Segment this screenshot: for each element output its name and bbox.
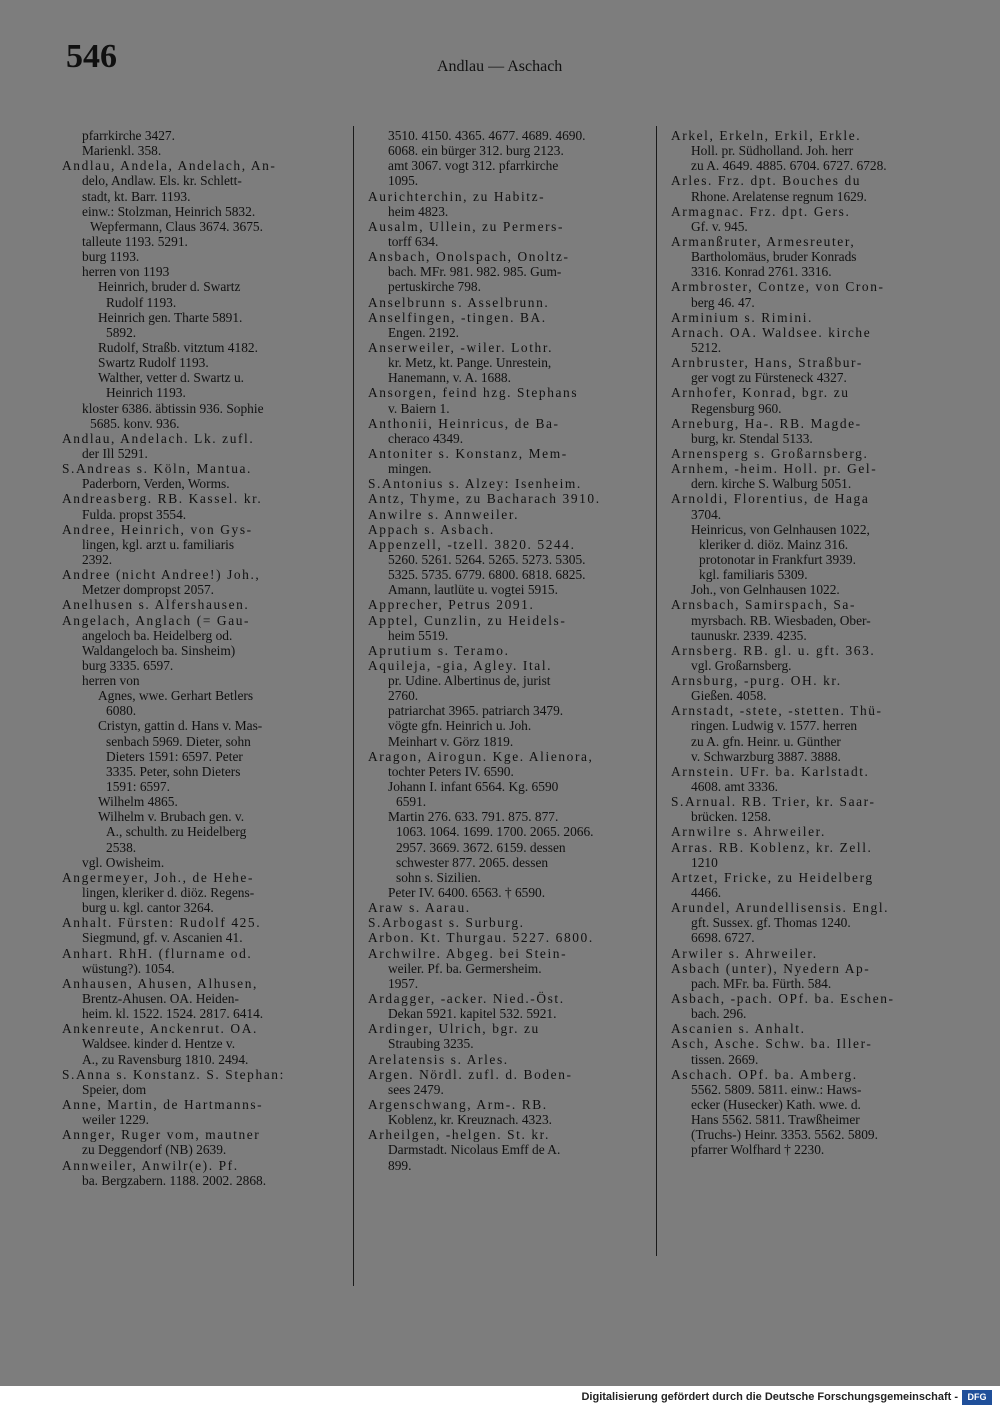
index-entry-line: 6591. [396, 794, 427, 810]
index-entry-line: 5685. konv. 936. [90, 415, 180, 431]
index-headword-line: Antoniter s. Konstanz, Mem- [368, 445, 568, 461]
index-entry-line: heim 4823. [388, 203, 449, 219]
index-entry-line: Wilhelm 4865. [98, 794, 178, 810]
index-headword-line: S.Arnual. RB. Trier, kr. Saar- [671, 794, 876, 810]
index-entry-line: Darmstadt. Nicolaus Emff de A. [388, 1142, 561, 1158]
index-headword-line: Andlau, Andela, Andelach, An- [62, 158, 277, 174]
index-headword-line: Arnwilre s. Ahrweiler. [671, 824, 826, 840]
index-entry-line: stadt, kt. Barr. 1193. [82, 188, 191, 204]
index-entry-line: 899. [388, 1157, 412, 1173]
index-headword-line: Anselbrunn s. Asselbrunn. [368, 294, 550, 310]
index-entry-line: 1095. [388, 173, 419, 189]
index-entry-line: berg 46. 47. [691, 294, 755, 310]
index-entry-line: Brentz-Ahusen. OA. Heiden- [82, 991, 239, 1007]
index-entry-line: cheraco 4349. [388, 430, 464, 446]
index-headword-line: Ausalm, Ullein, zu Permers- [368, 218, 565, 234]
index-entry-line: pfarrer Wolfhard † 2230. [691, 1142, 825, 1158]
index-entry-line: Regensburg 960. [691, 400, 782, 416]
index-headword-line: Armanßruter, Armesreuter, [671, 233, 856, 249]
index-entry-line: einw.: Stolzman, Heinrich 5832. [82, 203, 256, 219]
index-headword-line: Aschach. OPf. ba. Amberg. [671, 1066, 858, 1082]
index-entry-line: 1063. 1064. 1699. 1700. 2065. 2066. [396, 824, 594, 840]
index-entry-line: Gf. v. 945. [691, 218, 748, 234]
index-entry-line: Hans 5562. 5811. Trawßheimer [691, 1112, 860, 1128]
index-headword-line: Angelach, Anglach (= Gau- [62, 612, 251, 628]
index-headword-line: Arras. RB. Koblenz, kr. Zell. [671, 839, 873, 855]
index-entry-line: A., zu Ravensburg 1810. 2494. [82, 1051, 249, 1067]
index-entry-line: dern. kirche S. Walburg 5051. [691, 476, 852, 492]
index-column-1 [62, 128, 338, 1188]
index-entry-line: burg 1193. [82, 249, 140, 265]
index-headword-line: Annger, Ruger vom, mautner [62, 1127, 261, 1143]
index-headword-line: Annweiler, Anwilr(e). Pf. [62, 1157, 239, 1173]
index-entry-line: sohn s. Sizilien. [396, 869, 481, 885]
index-entry-line: 2392. [82, 551, 113, 567]
index-headword-line: Angermeyer, Joh., de Hehe- [62, 869, 255, 885]
index-entry-line: Hanemann, v. A. 1688. [388, 370, 511, 386]
index-entry-line: 5325. 5735. 6779. 6800. 6818. 6825. [388, 567, 586, 583]
index-entry-line: burg 3335. 6597. [82, 657, 174, 673]
index-entry-line: Wilhelm v. Brubach gen. v. [98, 809, 245, 825]
index-entry-line: 2538. [106, 839, 137, 855]
index-entry-line: 3704. [691, 506, 722, 522]
index-headword-line: Anselfingen, -tingen. BA. [368, 309, 547, 325]
funding-notice: Digitalisierung gefördert durch die Deutsche Forschungsgemeinschaft - [581, 1391, 958, 1403]
index-headword-line: Anhart. RhH. (flurname od. [62, 945, 253, 961]
index-entry-line: protonotar in Frankfurt 3939. [699, 551, 856, 567]
index-headword-line: Ascanien s. Anhalt. [671, 1021, 806, 1037]
index-entry-line: 4466. [691, 885, 722, 901]
index-entry-line: Walther, vetter d. Swartz u. [98, 370, 245, 386]
index-headword-line: Ansbach, Onolspach, Onoltz- [368, 249, 570, 265]
index-entry-line: 5892. [106, 324, 137, 340]
index-entry-line: herren von [82, 673, 140, 689]
index-entry-line: amt 3067. vogt 312. pfarrkirche [388, 158, 559, 174]
index-entry-line: Siegmund, gf. v. Ascanien 41. [82, 930, 243, 946]
index-entry-line: torff 634. [388, 233, 439, 249]
index-headword-line: Anelhusen s. Alfershausen. [62, 597, 250, 613]
index-entry-line: Wepfermann, Claus 3674. 3675. [90, 218, 263, 234]
index-entry-line: patriarchat 3965. patriarch 3479. [388, 703, 564, 719]
index-headword-line: Ardagger, -acker. Nied.-Öst. [368, 991, 565, 1007]
index-entry-line: Engen. 2192. [388, 324, 460, 340]
index-entry-line: vögte gfn. Heinrich u. Joh. [388, 718, 532, 734]
index-headword-line: Arnensperg s. Großarnsberg. [671, 445, 869, 461]
index-headword-line: Anwilre s. Annweiler. [368, 506, 520, 522]
index-headword-line: Asbach, -pach. OPf. ba. Eschen- [671, 991, 895, 1007]
index-entry-line: Fulda. propst 3554. [82, 506, 187, 522]
index-entry-line: Straubing 3235. [388, 1036, 474, 1052]
index-entry-line: 3510. 4150. 4365. 4677. 4689. 4690. [388, 128, 586, 143]
index-entry-line: Waldangeloch ba. Sinsheim) [82, 642, 236, 658]
index-headword-line: Arkel, Erkeln, Erkil, Erkle. [671, 128, 862, 143]
index-entry-line: Heinrich, bruder d. Swartz [98, 279, 241, 295]
index-entry-line: bach. MFr. 981. 982. 985. Gum- [388, 264, 562, 280]
index-entry-line: schwester 877. 2065. dessen [396, 854, 549, 870]
index-entry-line: 6080. [106, 703, 137, 719]
index-entry-line: pr. Udine. Albertinus de, jurist [388, 673, 551, 689]
index-entry-line: sees 2479. [388, 1081, 444, 1097]
index-entry-line: zu A. gfn. Heinr. u. Günther [691, 733, 841, 749]
index-entry-line: mingen. [388, 461, 432, 477]
index-entry-line: herren von 1193 [82, 264, 170, 280]
index-entry-line: Peter IV. 6400. 6563. † 6590. [388, 885, 546, 901]
index-headword-line: Andreasberg. RB. Kassel. kr. [62, 491, 263, 507]
index-entry-line: Bartholomäus, bruder Konrads [691, 249, 857, 265]
index-entry-line: taunuskr. 2339. 4235. [691, 627, 807, 643]
index-entry-line: Meinhart v. Görz 1819. [388, 733, 514, 749]
index-column-2 [368, 128, 644, 1173]
column-rule-2 [656, 126, 657, 1256]
index-headword-line: Aragon, Airogun. Kge. Alienora, [368, 748, 594, 764]
index-headword-line: Anne, Martin, de Hartmanns- [62, 1097, 264, 1112]
index-entry-line: v. Schwarzburg 3887. 3888. [691, 748, 841, 764]
index-headword-line: Apprecher, Petrus 2091. [368, 597, 535, 613]
index-headword-line: Arnsbach, Samirspach, Sa- [671, 597, 857, 613]
index-entry-line: Agnes, wwe. Gerhart Betlers [98, 688, 254, 704]
index-entry-line: ringen. Ludwig v. 1577. herren [691, 718, 858, 734]
index-entry-line: Martin 276. 633. 791. 875. 877. [388, 809, 559, 825]
index-entry-line: burg, kr. Stendal 5133. [691, 430, 813, 446]
index-entry-line: 1210 [691, 854, 718, 870]
index-entry-line: Joh., von Gelnhausen 1022. [691, 582, 840, 598]
index-entry-line: Amann, lautlüte u. vogtei 5915. [388, 582, 558, 598]
index-entry-line: ba. Bergzabern. 1188. 2002. 2868. [82, 1172, 267, 1188]
index-headword-line: Aquileja, -gia, Agley. Ital. [368, 657, 553, 673]
index-headword-line: Arnstadt, -stete, -stetten. Thü- [671, 703, 883, 719]
index-entry-line: A., schulth. zu Heidelberg [106, 824, 247, 840]
index-headword-line: Arelatensis s. Arles. [368, 1051, 509, 1067]
index-entry-line: tochter Peters IV. 6590. [388, 763, 514, 779]
index-entry-line: 5562. 5809. 5811. einw.: Haws- [691, 1081, 862, 1097]
index-entry-line: Johann I. infant 6564. Kg. 6590 [388, 779, 559, 795]
index-entry-line: Heinricus, von Gelnhausen 1022, [691, 521, 870, 537]
index-headword-line: Anhalt. Fürsten: Rudolf 425. [62, 915, 262, 931]
index-entry-line: kloster 6386. äbtissin 936. Sophie [82, 400, 264, 416]
index-entry-line: Rudolf, Straßb. vitztum 4182. [98, 339, 258, 355]
index-entry-line: tissen. 2669. [691, 1051, 759, 1067]
page-number: 546 [66, 38, 117, 75]
index-entry-line: lingen, kgl. arzt u. familiaris [82, 536, 235, 552]
index-headword-line: Aprutium s. Teramo. [368, 642, 510, 658]
index-entry-line: myrsbach. RB. Wiesbaden, Ober- [691, 612, 871, 628]
index-entry-line: 6068. ein bürger 312. burg 2123. [388, 143, 564, 159]
index-headword-line: Arnsburg, -purg. OH. kr. [671, 673, 842, 689]
column-rule-1 [353, 126, 354, 1286]
index-headword-line: Arminium s. Rimini. [671, 309, 813, 325]
index-entry-line: pfarrkirche 3427. [82, 128, 175, 143]
index-headword-line: Arnbruster, Hans, Straßbur- [671, 355, 863, 371]
index-entry-line: pach. MFr. ba. Fürth. 584. [691, 975, 832, 991]
index-entry-line: gft. Sussex. gf. Thomas 1240. [691, 915, 851, 931]
index-entry-line: 5212. [691, 339, 722, 355]
index-entry-line: angeloch ba. Heidelberg od. [82, 627, 233, 643]
index-headword-line: Archwilre. Abgeg. bei Stein- [368, 945, 568, 961]
index-headword-line: Argen. Nördl. zufl. d. Boden- [368, 1066, 573, 1082]
index-entry-line: 5260. 5261. 5264. 5265. 5273. 5305. [388, 551, 586, 567]
index-headword-line: Anthonii, Heinricus, de Ba- [368, 415, 560, 431]
index-entry-line: 6698. 6727. [691, 930, 755, 946]
index-headword-line: Arbon. Kt. Thurgau. 5227. 6800. [368, 930, 594, 946]
index-entry-line: Metzer dompropst 2057. [82, 582, 215, 598]
index-headword-line: Armagnac. Frz. dpt. Gers. [671, 203, 851, 219]
index-entry-line: bach. 296. [691, 1006, 747, 1022]
index-entry-line: Swartz Rudolf 1193. [98, 355, 209, 371]
index-entry-line: Holl. pr. Südholland. Joh. herr [691, 143, 854, 159]
index-headword-line: Arnhem, -heim. Holl. pr. Gel- [671, 461, 878, 477]
index-entry-line: ger vogt zu Fürsteneck 4327. [691, 370, 847, 386]
index-entry-line: Heinrich 1193. [106, 385, 186, 401]
index-headword-line: Asch, Asche. Schw. ba. Iller- [671, 1036, 873, 1052]
index-entry-line: lingen, kleriker d. diöz. Regens- [82, 885, 255, 901]
index-headword-line: Arles. Frz. dpt. Bouches du [671, 173, 862, 189]
index-headword-line: Ansorgen, feind hzg. Stephans [368, 385, 579, 401]
index-headword-line: Arundel, Arundellisensis. Engl. [671, 900, 890, 916]
index-headword-line: Arnstein. UFr. ba. Karlstadt. [671, 763, 870, 779]
index-headword-line: Arwiler s. Ahrweiler. [671, 945, 818, 961]
index-headword-line: Anserweiler, -wiler. Lothr. [368, 339, 554, 355]
index-entry-line: talleute 1193. 5291. [82, 233, 188, 249]
index-entry-line: ecker (Husecker) Kath. wwe. d. [691, 1097, 861, 1112]
index-entry-line: zu Deggendorf (NB) 2639. [82, 1142, 227, 1158]
index-entry-line: kgl. familiaris 5309. [699, 567, 808, 583]
running-head: Andlau — Aschach [437, 58, 563, 75]
index-entry-line: 3335. Peter, sohn Dieters [106, 763, 241, 779]
index-headword-line: Artzet, Fricke, zu Heidelberg [671, 869, 874, 885]
index-entry-line: Heinrich gen. Tharte 5891. [98, 309, 243, 325]
index-headword-line: Araw s. Aarau. [368, 900, 471, 916]
index-entry-line: delo, Andlaw. Els. kr. Schlett- [82, 173, 242, 189]
index-entry-line: Koblenz, kr. Kreuznach. 4323. [388, 1112, 552, 1128]
index-headword-line: Arheilgen, -helgen. St. kr. [368, 1127, 550, 1143]
index-entry-line: heim. kl. 1522. 1524. 2817. 6414. [82, 1006, 264, 1022]
index-headword-line: Appenzell, -tzell. 3820. 5244. [368, 536, 576, 552]
index-entry-line: burg u. kgl. cantor 3264. [82, 900, 214, 916]
index-headword-line: Andree, Heinrich, von Gys- [62, 521, 253, 537]
index-headword-line: Ankenreute, Anckenrut. OA. [62, 1021, 258, 1037]
index-headword-line: S.Andreas s. Köln, Mantua. [62, 461, 252, 477]
index-headword-line: Andlau, Andelach. Lk. zufl. [62, 430, 255, 446]
index-entry-line: Speier, dom [82, 1081, 147, 1097]
index-headword-line: Arneburg, Ha-. RB. Magde- [671, 415, 862, 431]
index-entry-line: 3316. Konrad 2761. 3316. [691, 264, 832, 280]
index-entry-line: wüstung?). 1054. [82, 960, 175, 976]
index-headword-line: Antz, Thyme, zu Bacharach 3910. [368, 491, 601, 507]
index-entry-line: kleriker d. diöz. Mainz 316. [699, 536, 849, 552]
footer-bar [0, 1386, 1000, 1411]
index-headword-line: Argenschwang, Arm-. RB. [368, 1097, 548, 1112]
index-headword-line: Arnsberg. RB. gl. u. gft. 363. [671, 642, 876, 658]
index-entry-line: vgl. Großarnsberg. [691, 657, 792, 673]
index-headword-line: Aurichterchin, zu Habitz- [368, 188, 546, 204]
index-entry-line: brücken. 1258. [691, 809, 771, 825]
index-entry-line: der Ill 5291. [82, 445, 148, 461]
index-headword-line: S.Antonius s. Alzey: Isenheim. [368, 476, 582, 492]
index-column-3 [671, 128, 945, 1158]
index-entry-line: Dieters 1591: 6597. Peter [106, 748, 243, 764]
index-headword-line: Asbach (unter), Nyedern Ap- [671, 960, 871, 976]
index-entry-line: 2957. 3669. 3672. 6159. dessen [396, 839, 566, 855]
index-entry-line: weiler 1229. [82, 1112, 149, 1128]
index-entry-line: Dekan 5921. kapitel 532. 5921. [388, 1006, 557, 1022]
index-headword-line: Arnhofer, Konrad, bgr. zu [671, 385, 850, 401]
index-entry-line: pertuskirche 798. [388, 279, 481, 295]
index-entry-line: 2760. [388, 688, 419, 704]
index-entry-line: Marienkl. 358. [82, 143, 162, 159]
index-entry-line: 1591: 6597. [106, 779, 170, 795]
index-entry-line: 1957. [388, 975, 419, 991]
index-headword-line: Arnoldi, Florentius, de Haga [671, 491, 870, 507]
index-entry-line: Waldsee. kinder d. Hentze v. [82, 1036, 236, 1052]
index-entry-line: Rudolf 1193. [106, 294, 177, 310]
index-entry-line: zu A. 4649. 4885. 6704. 6727. 6728. [691, 158, 887, 174]
index-entry-line: v. Baiern 1. [388, 400, 450, 416]
index-headword-line: Armbroster, Contze, von Cron- [671, 279, 885, 295]
index-entry-line: kr. Metz, kt. Pange. Unrestein, [388, 355, 552, 371]
index-entry-line: 4608. amt 3336. [691, 779, 779, 795]
index-entry-line: Rhone. Arelatense regnum 1629. [691, 188, 867, 204]
index-entry-line: weiler. Pf. ba. Germersheim. [388, 960, 542, 976]
index-headword-line: S.Arbogast s. Surburg. [368, 915, 525, 931]
index-headword-line: Andree (nicht Andree!) Joh., [62, 567, 261, 583]
index-entry-line: vgl. Owisheim. [82, 854, 165, 870]
index-headword-line: S.Anna s. Konstanz. S. Stephan: [62, 1066, 285, 1082]
index-entry-line: Cristyn, gattin d. Hans v. Mas- [98, 718, 263, 734]
index-headword-line: Anhausen, Ahusen, Alhusen, [62, 975, 258, 991]
index-entry-line: Paderborn, Verden, Worms. [82, 476, 230, 492]
index-entry-line: Gießen. 4058. [691, 688, 767, 704]
index-headword-line: Appach s. Asbach. [368, 521, 495, 537]
index-headword-line: Ardinger, Ulrich, bgr. zu [368, 1021, 540, 1037]
index-headword-line: Apptel, Cunzlin, zu Heidels- [368, 612, 567, 628]
index-entry-line: (Truchs-) Heinr. 3353. 5562. 5809. [691, 1127, 878, 1143]
dfg-logo: DFG [962, 1390, 992, 1405]
index-headword-line: Arnach. OA. Waldsee. kirche [671, 324, 872, 340]
index-entry-line: senbach 5969. Dieter, sohn [106, 733, 251, 749]
index-entry-line: heim 5519. [388, 627, 449, 643]
